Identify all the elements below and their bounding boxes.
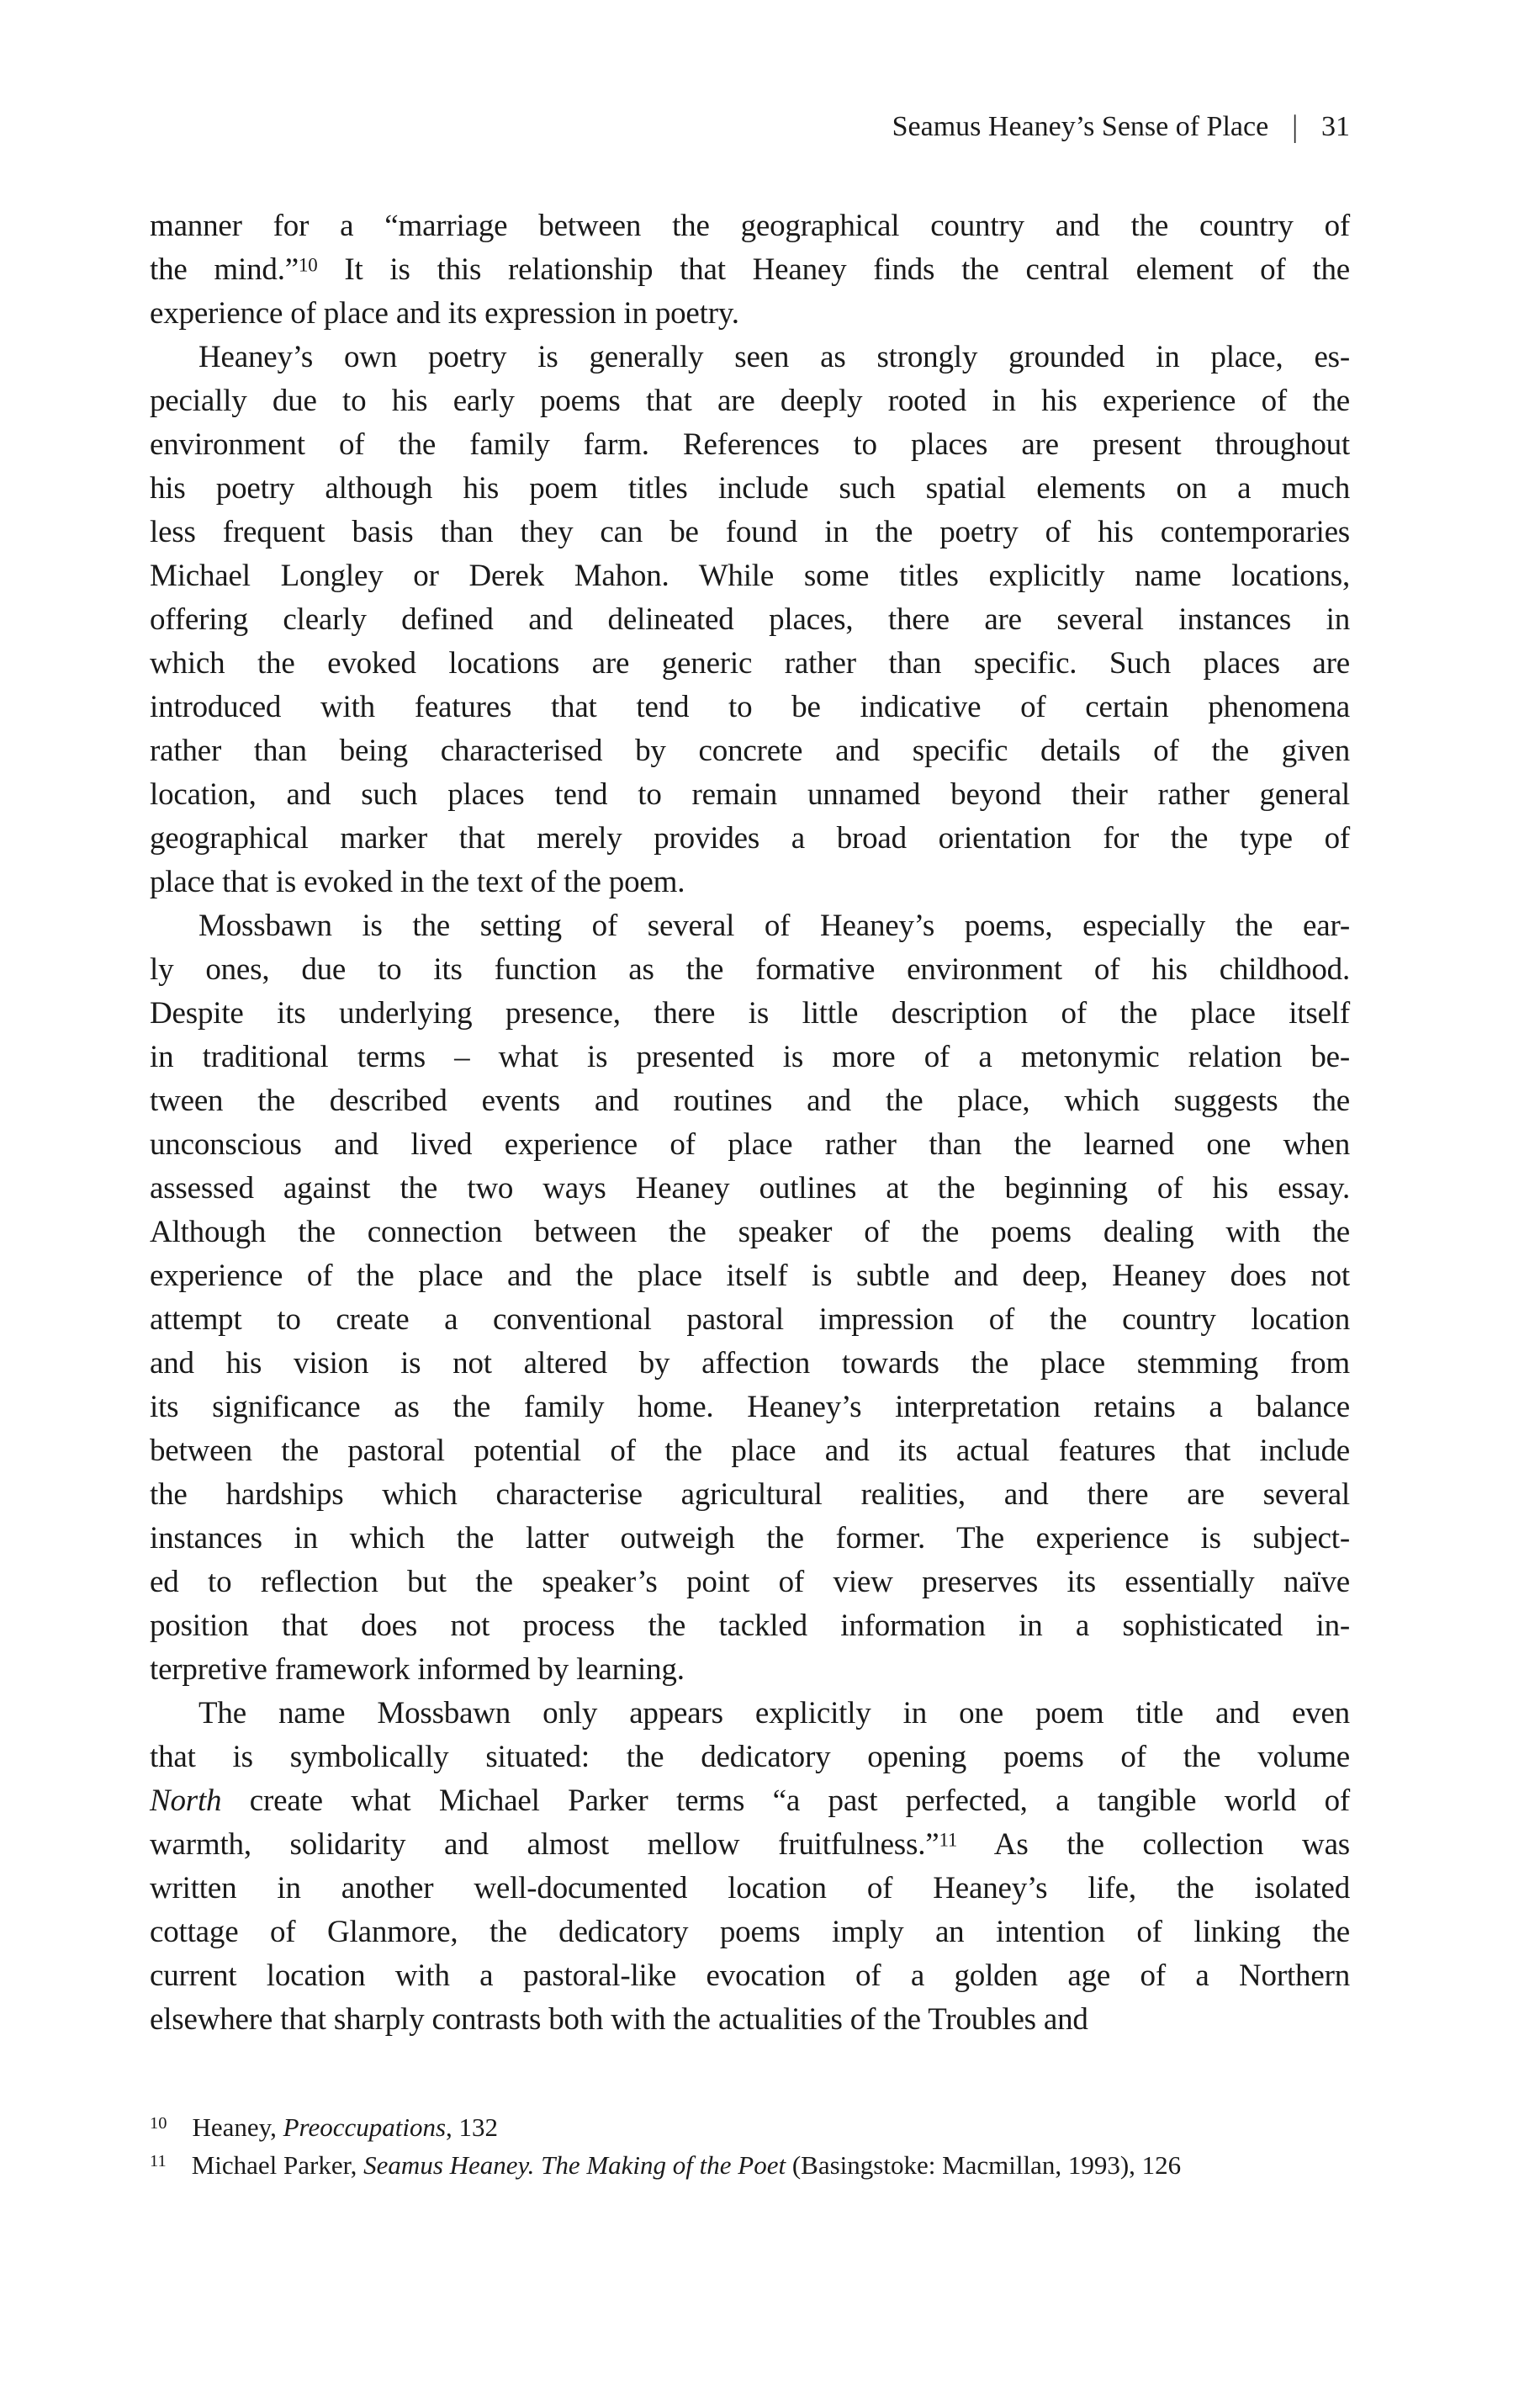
text-segment: terpretive framework informed by learning. [150, 1652, 685, 1687]
text-segment: Although the connection between the speaker of the poems dealing with the [150, 1215, 1350, 1249]
text-line [150, 1342, 1350, 1386]
footnotes [150, 2108, 1350, 2184]
text-segment: warmth, solidarity and almost mellow fruitfulness.” [150, 1827, 939, 1862]
text-line [150, 1254, 1350, 1298]
text-segment: Despite its underlying presence, there is little description of the place itself [150, 996, 1350, 1031]
footnote [150, 2146, 1350, 2184]
text-line [150, 1736, 1350, 1779]
text-line [150, 773, 1350, 817]
text-segment: the hardships which characterise agricultural realities, and there are several [150, 1477, 1350, 1512]
text-line [150, 467, 1350, 511]
text-segment: and his vision is not altered by affection towards the place stemming from [150, 1346, 1350, 1381]
text-line [150, 1692, 1350, 1736]
text-segment: tween the described events and routines and the place, which suggests the [150, 1084, 1350, 1118]
text-segment: place that is evoked in the text of the poem. [150, 865, 685, 899]
text-line [150, 1429, 1350, 1473]
text-segment: create what Michael Parker terms “a past perfected, a tangible world of [221, 1783, 1350, 1818]
running-header [150, 109, 1350, 145]
text-segment: current location with a pastoral-like evocation of a golden age of a Northern [150, 1958, 1350, 1993]
text-segment: Michael Parker, [191, 2150, 364, 2180]
text-line [150, 729, 1350, 773]
text-line [150, 1167, 1350, 1211]
text-segment: experience of place and its expression in poetry. [150, 296, 739, 331]
body-text [150, 204, 1350, 2042]
text-line [150, 1954, 1350, 1998]
text-segment: introduced with features that tend to be indicative of certain phenomena [150, 690, 1350, 724]
text-segment: assessed against the two ways Heaney outlines at the beginning of his essay. [150, 1171, 1350, 1206]
text-segment: ed to reflection but the speaker’s point of view preserves its essentially naïve [150, 1565, 1350, 1599]
text-line [150, 992, 1350, 1036]
paragraph [150, 336, 1350, 904]
text-line [150, 423, 1350, 467]
text-segment: Seamus Heaney. The Making of the Poet [363, 2150, 786, 2180]
text-segment: which the evoked locations are generic rather than specific. Such places are [150, 646, 1350, 681]
header-separator: | [1292, 109, 1298, 144]
text-line [150, 948, 1350, 992]
text-segment: North [150, 1783, 222, 1818]
text-segment: unconscious and lived experience of place rather than the learned one when [150, 1127, 1350, 1162]
text-line [150, 861, 1350, 904]
text-line [150, 642, 1350, 686]
text-segment: instances in which the latter outweigh the former. The experience is subject- [150, 1521, 1350, 1556]
text-segment: experience of the place and the place itself is subtle and deep, Heaney does not [150, 1259, 1350, 1293]
text-segment: attempt to create a conventional pastoral impression of the country location [150, 1302, 1350, 1337]
text-segment: Michael Longley or Derek Mahon. While some titles explicitly name locations, [150, 559, 1350, 593]
text-line [150, 1561, 1350, 1604]
text-segment: his poetry although his poem titles include such spatial elements on a much [150, 471, 1350, 506]
text-line [150, 1036, 1350, 1079]
text-segment: rather than being characterised by concrete and specific details of the given [150, 734, 1350, 768]
text-segment: cottage of Glanmore, the dedicatory poems imply an intention of linking the [150, 1915, 1350, 1949]
text-line [150, 292, 1350, 336]
text-segment: location, and such places tend to remain unnamed beyond their rather general [150, 777, 1350, 812]
text-segment: The name Mossbawn only appears explicitly in one poem title and even [198, 1696, 1350, 1730]
text-segment: It is this relationship that Heaney finds the central element of the [317, 252, 1350, 287]
paragraph [150, 904, 1350, 1692]
text-segment: As the collection was [957, 1827, 1350, 1862]
text-segment: Preoccupations [283, 2112, 447, 2142]
text-segment: less frequent basis than they can be found in the poetry of his contemporaries [150, 515, 1350, 549]
footnote [150, 2108, 1350, 2146]
text-line [150, 1386, 1350, 1429]
text-line [150, 1998, 1350, 2042]
text-segment: Heaney, [192, 2112, 283, 2142]
text-segment: its significance as the family home. Heaney’s interpretation retains a balance [150, 1390, 1350, 1424]
text-line [150, 1911, 1350, 1954]
paragraph [150, 204, 1350, 336]
text-line [150, 1604, 1350, 1648]
text-segment: (Basingstoke: Macmillan, 1993), 126 [786, 2150, 1182, 2180]
text-line [150, 379, 1350, 423]
text-segment: elsewhere that sharply contrasts both with the actualities of the Troubles and [150, 2002, 1088, 2037]
text-line [150, 204, 1350, 248]
text-segment: that is symbolically situated: the dedicatory opening poems of the volume [150, 1740, 1350, 1774]
text-line [150, 248, 1350, 292]
text-line [150, 686, 1350, 729]
text-segment: manner for a “marriage between the geographical country and the country of [150, 209, 1350, 243]
text-segment: geographical marker that merely provides a broad orientation for the type of [150, 821, 1350, 856]
text-line [150, 904, 1350, 948]
text-line [150, 554, 1350, 598]
text-segment: position that does not process the tackled information in a sophisticated in- [150, 1609, 1350, 1643]
text-segment: ly ones, due to its function as the formative environment of his childhood. [150, 952, 1350, 987]
text-line [150, 1079, 1350, 1123]
text-line [150, 1823, 1350, 1867]
footnote-ref: 11 [939, 1829, 958, 1851]
text-segment: environment of the family farm. References to places are present throughout [150, 427, 1350, 462]
text-segment: pecially due to his early poems that are deeply rooted in his experience of the [150, 384, 1350, 418]
running-header-title: Seamus Heaney’s Sense of Place [892, 111, 1269, 142]
text-line [150, 1211, 1350, 1254]
text-line [150, 1517, 1350, 1561]
paragraph [150, 1692, 1350, 2042]
text-line [150, 1473, 1350, 1517]
text-segment: Heaney’s own poetry is generally seen as strongly grounded in place, es- [198, 340, 1350, 374]
text-line [150, 511, 1350, 554]
text-line [150, 336, 1350, 379]
text-line [150, 1123, 1350, 1167]
text-line [150, 817, 1350, 861]
text-segment: offering clearly defined and delineated places, there are several instances in [150, 602, 1350, 637]
text-segment: written in another well-documented location of Heaney’s life, the isolated [150, 1871, 1350, 1905]
text-segment: , 132 [446, 2112, 499, 2142]
text-segment: in traditional terms – what is presented is more of a metonymic relation be- [150, 1040, 1350, 1074]
text-line [150, 598, 1350, 642]
text-line [150, 1298, 1350, 1342]
text-line [150, 1779, 1350, 1823]
text-segment: Mossbawn is the setting of several of Heaney’s poems, especially the ear- [198, 909, 1350, 943]
text-line [150, 1648, 1350, 1692]
footnote-number: 10 [150, 2113, 167, 2133]
page-number: 31 [1321, 111, 1350, 142]
text-segment: between the pastoral potential of the place and its actual features that include [150, 1434, 1350, 1468]
footnote-number: 11 [150, 2151, 167, 2170]
text-line [150, 1867, 1350, 1911]
text-segment: the mind.” [150, 252, 299, 287]
footnote-ref: 10 [298, 254, 318, 276]
